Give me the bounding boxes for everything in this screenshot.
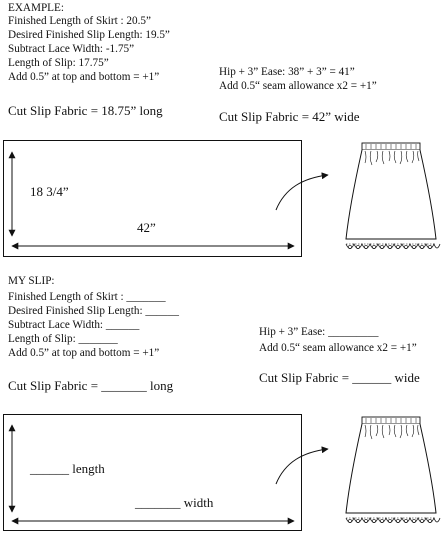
myslip-fabric-rectangle bbox=[4, 415, 302, 531]
example-line-lace-width: Subtract Lace Width: -1.75” bbox=[8, 43, 135, 55]
myslip-line-slip-length: Length of Slip: _______ bbox=[8, 333, 118, 345]
myslip-hip-line: Hip + 3” Ease: _________ bbox=[259, 326, 379, 338]
myslip-line-desired-length: Desired Finished Slip Length: ______ bbox=[8, 305, 179, 317]
example-line-desired-length: Desired Finished Slip Length: 19.5” bbox=[8, 29, 170, 41]
myslip-diagram-length-label: ______ length bbox=[30, 461, 105, 476]
example-line-add-top-bottom: Add 0.5” at top and bottom = +1” bbox=[8, 71, 160, 83]
myslip-slip-illustration bbox=[346, 417, 440, 523]
example-diagram-width-label: 42” bbox=[137, 220, 156, 235]
myslip-heading: MY SLIP: bbox=[8, 275, 55, 287]
myslip-cut-wide: Cut Slip Fabric = ______ wide bbox=[259, 370, 420, 385]
example-diagram-height-label: 18 3/4” bbox=[30, 184, 69, 199]
myslip-line-add-top-bottom: Add 0.5” at top and bottom = +1” bbox=[8, 347, 160, 359]
example-hip-line: Hip + 3” Ease: 38” + 3” = 41” bbox=[219, 66, 355, 78]
example-cut-wide: Cut Slip Fabric = 42” wide bbox=[219, 109, 360, 124]
example-line-skirt-length: Finished Length of Skirt : 20.5” bbox=[8, 15, 151, 27]
example-seam-line: Add 0.5“ seam allowance x2 = +1” bbox=[219, 80, 377, 92]
myslip-cut-long: Cut Slip Fabric = _______ long bbox=[8, 378, 174, 393]
myslip-line-lace-width: Subtract Lace Width: ______ bbox=[8, 319, 140, 331]
example-heading: EXAMPLE: bbox=[8, 2, 64, 14]
example-fabric-rectangle bbox=[4, 141, 302, 257]
myslip-seam-line: Add 0.5“ seam allowance x2 = +1” bbox=[259, 342, 417, 354]
myslip-line-skirt-length: Finished Length of Skirt : _______ bbox=[8, 291, 166, 303]
example-cut-long: Cut Slip Fabric = 18.75” long bbox=[8, 103, 163, 118]
myslip-diagram-width-label: _______ width bbox=[135, 495, 214, 510]
example-line-slip-length: Length of Slip: 17.75” bbox=[8, 57, 109, 69]
example-slip-illustration bbox=[346, 143, 440, 249]
